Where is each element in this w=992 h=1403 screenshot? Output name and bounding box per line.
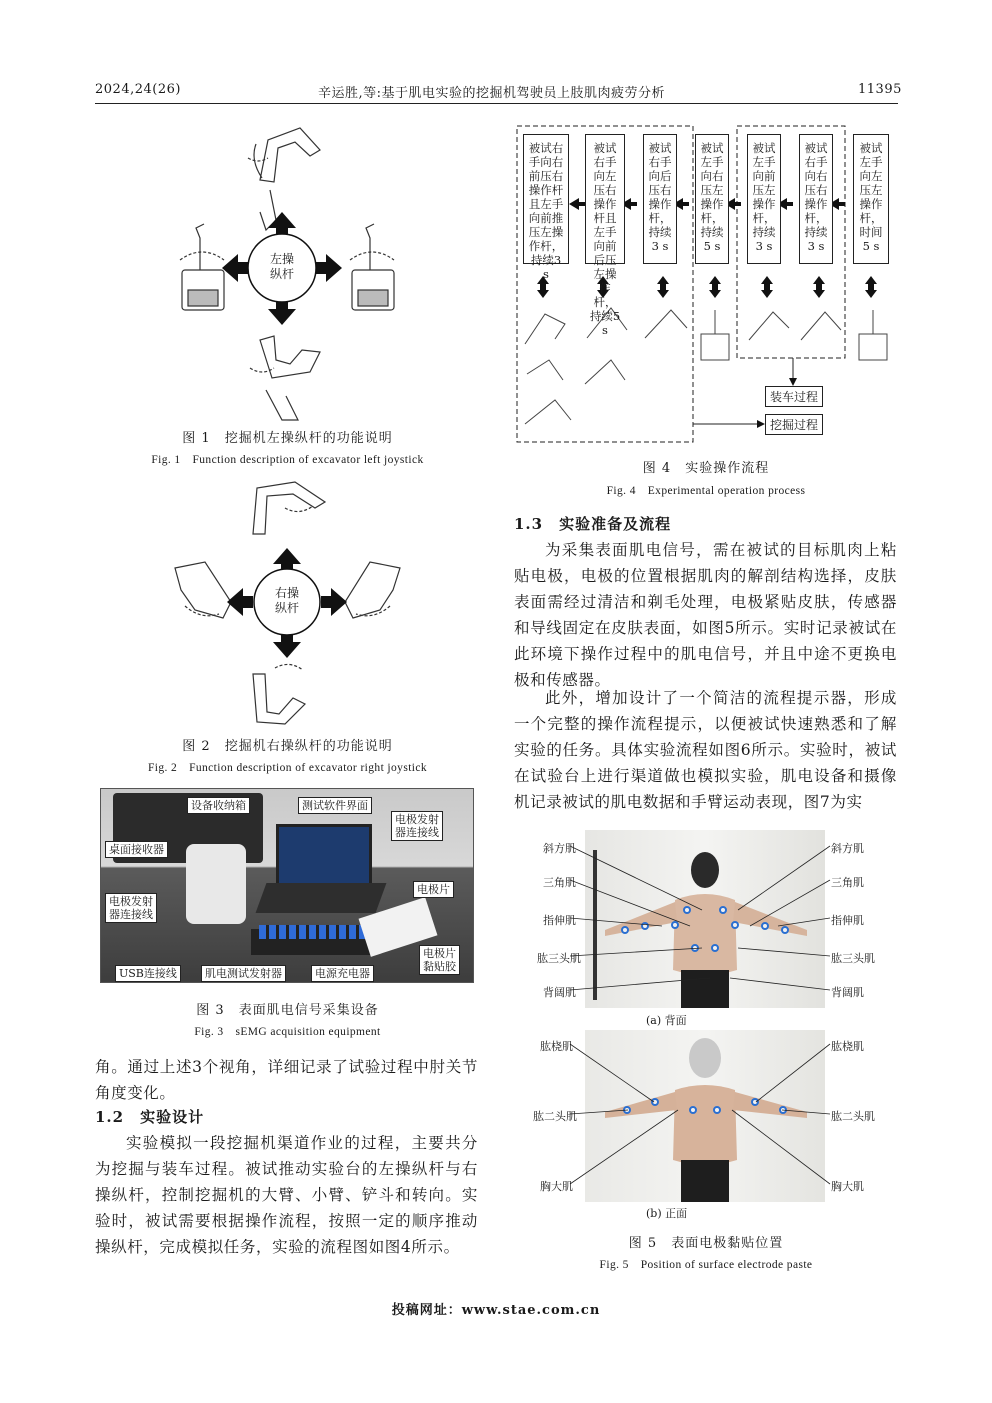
- flow-step-6: 被试右手向右压右操作杆，持续3 s: [799, 134, 833, 264]
- label-back-left-deltoid: 三角肌: [543, 876, 576, 889]
- left-para-design: 实验模拟一段挖掘机渠道作业的过程，主要共分为挖掘与装车过程。被试推动实验台的左操纵杆与右操纵杆，控制挖掘机的大臂、小臂、铲斗和转向。实验时，被试需要根据操作流程，按照一定的顺序推动操纵杆，完成模拟任务，实验的流程图如图4所示。: [95, 1134, 478, 1256]
- figure-2: [165, 478, 410, 728]
- label-adhesive: 电极片 黏贴胶: [419, 945, 460, 975]
- emitter-units: [259, 925, 371, 939]
- label-front-left-biceps: 肱二头肌: [533, 1110, 577, 1123]
- label-charger: 电源充电器: [311, 965, 374, 982]
- desk-receiver: [186, 844, 246, 924]
- fig2-center-label: 右操 纵杆: [274, 586, 299, 615]
- right-para-process: 此外，增加设计了一个简洁的流程提示器，形成一个完整的操作流程提示，以便被试快速熟悉和了解实验的任务。具体实验流程如图6所示。实验时，被试在试验台上进行渠道做也模拟实验，肌电设备和摄像机记录被试的肌电数据和手臂运动表现，图7为实: [514, 689, 897, 811]
- fig4-caption-cn: 图 4 实验操作流程: [642, 461, 770, 476]
- label-back-left-triceps: 肱三头肌: [537, 952, 581, 965]
- fig5a-subcaption: (a) 背面: [646, 1014, 687, 1027]
- label-back-right-extensor: 指伸肌: [831, 914, 864, 927]
- label-back-right-latissimus: 背阔肌: [831, 986, 864, 999]
- flow-step-2: 被试右手向左压右操作杆且左手向前后压左操作杆，持续5 s: [585, 134, 625, 264]
- section-1-2-title: 1.2 实验设计: [95, 1108, 205, 1126]
- label-emitter-line: 电极发射 器连接线: [391, 811, 443, 841]
- label-emitter-conn: 电极发射 器连接线: [105, 893, 157, 923]
- figure-4-flowchart: [515, 124, 895, 446]
- fig5-caption-en: Fig. 5 Position of surface electrode paste: [599, 1259, 813, 1271]
- figure-3-photo: [100, 788, 474, 983]
- page-number: 11395: [858, 82, 902, 97]
- label-storage-box: 设备收纳箱: [187, 797, 250, 814]
- flow-step-7: 被试左手向左压左操作杆，时间5 s: [853, 134, 889, 264]
- submission-url: 投稿网址：www.stae.com.cn: [391, 1303, 601, 1318]
- right-para-electrodes: 为采集表面肌电信号，需在被试的目标肌肉上粘贴电极，电极的位置根据肌肉的解剖结构选择，皮肤表面需经过清洁和剃毛处理，电极紧贴皮肤，传感器和导线固定在皮肤表面，如图5所示。实时记录被试在此环境下操作过程中的肌电信号，并且中途不更换电极和传感器。: [514, 541, 897, 689]
- fig5-caption-cn: 图 5 表面电极黏贴位置: [628, 1236, 784, 1251]
- left-para-continuation: 角。通过上述3个视角，详细记录了试验过程中肘关节角度变化。: [95, 1058, 478, 1102]
- fig2-caption-en: Fig. 2 Function description of excavator right joystick: [147, 762, 428, 774]
- label-front-left-pectoralis: 胸大肌: [540, 1180, 573, 1193]
- label-front-left-brachioradialis: 肱桡肌: [540, 1040, 573, 1053]
- label-front-right-pectoralis: 胸大肌: [831, 1180, 864, 1193]
- label-back-left-trapezius: 斜方肌: [543, 842, 576, 855]
- fig3-caption-cn: 图 3 表面肌电信号采集设备: [196, 1003, 379, 1018]
- label-software: 测试软件界面: [298, 797, 372, 814]
- label-back-left-extensor: 指伸肌: [543, 914, 576, 927]
- fig4-caption-en: Fig. 4 Experimental operation process: [606, 485, 806, 497]
- fig3-caption-en: Fig. 3 sEMG acquisition equipment: [194, 1026, 381, 1038]
- label-emg-emitter: 肌电测试发射器: [201, 965, 286, 982]
- fig1-center-label: 左操 纵杆: [269, 252, 294, 281]
- flow-step-3: 被试右手向后压右操作杆，持续3 s: [643, 134, 677, 264]
- running-title: 辛运胜,等:基于肌电实验的挖掘机驾驶员上肢肌肉疲劳分析: [318, 86, 666, 101]
- journal-issue: 2024,24(26): [95, 82, 181, 97]
- laptop-keyboard: [256, 883, 387, 913]
- section-1-3-title: 1.3 实验准备及流程: [514, 515, 672, 533]
- fig5b-subcaption: (b) 正面: [646, 1207, 688, 1220]
- label-back-right-deltoid: 三角肌: [831, 876, 864, 889]
- laptop-screen: [276, 824, 372, 888]
- label-usb: USB连接线: [115, 965, 181, 982]
- label-back-right-triceps: 肱三头肌: [831, 952, 875, 965]
- label-back-right-trapezius: 斜方肌: [831, 842, 864, 855]
- fig1-caption-cn: 图 1 挖掘机左操纵杆的功能说明: [182, 431, 393, 446]
- label-back-left-latissimus: 背阔肌: [543, 986, 576, 999]
- fig1-caption-en: Fig. 1 Function description of excavator left joystick: [151, 454, 424, 466]
- digging-process-box: 挖掘过程: [765, 414, 823, 435]
- flow-step-1: 被试右手向右前压右操作杆且左手向前推压左操作杆，持续3 s: [523, 134, 569, 264]
- loading-process-box: 装车过程: [765, 386, 823, 407]
- label-electrode: 电极片: [413, 881, 454, 898]
- label-front-right-brachioradialis: 肱桡肌: [831, 1040, 864, 1053]
- fig5-leader-lines: [530, 830, 880, 1210]
- flow-step-4: 被试左手向右压左操作杆，持续5 s: [695, 134, 729, 264]
- header-rule: [95, 103, 898, 104]
- label-desk-receiver: 桌面接收器: [105, 841, 168, 858]
- figure-1: [170, 120, 405, 425]
- flow-step-5: 被试左手向前压左操作杆，持续3 s: [747, 134, 781, 264]
- fig2-caption-cn: 图 2 挖掘机右操纵杆的功能说明: [182, 739, 393, 754]
- label-front-right-biceps: 肱二头肌: [831, 1110, 875, 1123]
